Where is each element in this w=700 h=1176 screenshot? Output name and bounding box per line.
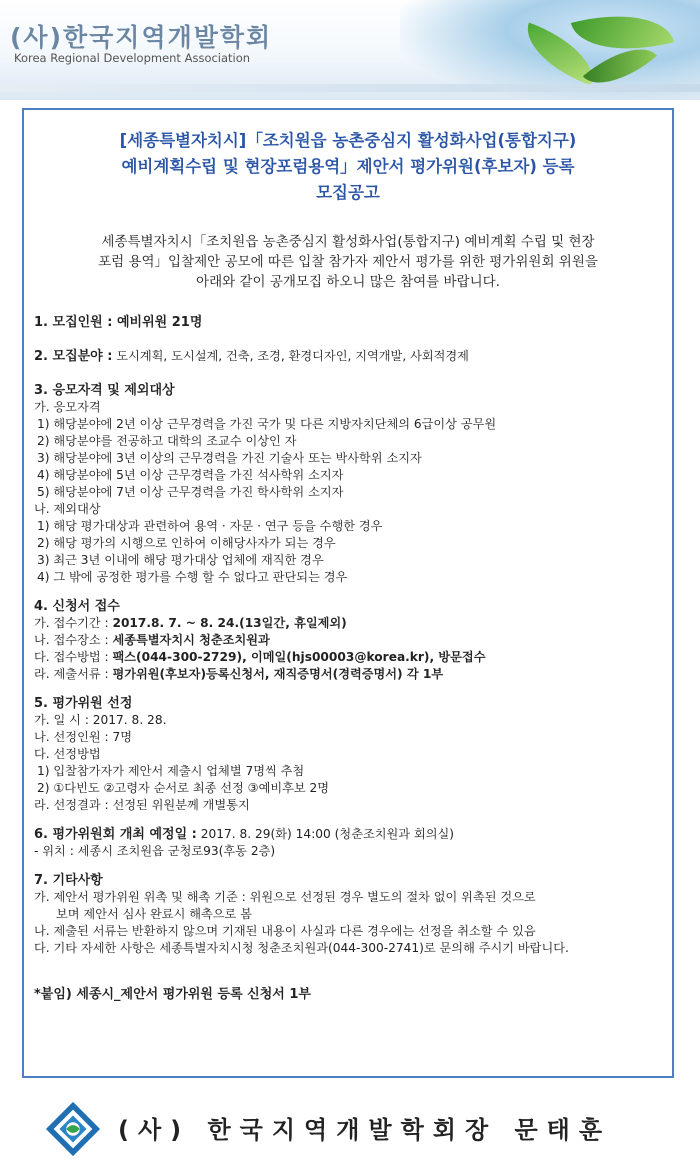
qualification-item: 1) 해당분야에 2년 이상 근무경력을 가진 국가 및 다른 지방자치단체의 6급이상 공무원 (37, 417, 497, 431)
exclusion-item: 1) 해당 평가대상과 관련하여 용역 · 자문 · 연구 등을 수행한 경우 (37, 519, 383, 533)
section-qualification-heading: 3. 응모자격 및 제외대상 (34, 383, 175, 398)
qualification-item: 5) 해당분야에 7년 이상 근무경력을 가진 학사학위 소지자 (37, 485, 344, 499)
application-row-label: 나. 접수장소 : (34, 633, 113, 647)
application-row (34, 615, 664, 632)
intro-line: 세종특별자치시「조치원읍 농촌중심지 활성화사업(통합지구) 예비계획 수립 및 현장 (101, 234, 595, 250)
section-fields-value: 도시계획, 도시설계, 건축, 조경, 환경디자인, 지역개발, 사회적경제 (112, 349, 469, 363)
qualification-item: 3) 해당분야에 3년 이상의 근무경력을 가진 기술사 또는 박사학위 소지자 (37, 451, 422, 465)
notice-body (34, 314, 664, 1003)
qualification-item: 2) 해당분야를 전공하고 대학의 조교수 이상인 자 (37, 434, 297, 448)
section-misc-heading: 7. 기타사항 (34, 873, 103, 888)
qualification-sub-heading: 가. 응모자격 (34, 400, 101, 414)
exclusion-item: 3) 최근 3년 이내에 해당 평가대상 업체에 재직한 경우 (37, 553, 324, 567)
misc-item: 다. 기타 자세한 사항은 세종특별자치시청 청춘조치원과(044-300-2741)로 문의해 주시기 바랍니다. (34, 941, 569, 955)
title-line: [세종특별자치시]「조치원읍 농촌중심지 활성화사업(통합지구) (119, 131, 577, 150)
header-banner (0, 0, 700, 100)
org-logo-icon (44, 1100, 102, 1158)
application-row (34, 632, 664, 649)
intro-line: 아래와 같이 공개모집 하오니 많은 참여를 바랍니다. (196, 274, 500, 290)
application-row-value: 2017.8. 7. ~ 8. 24.(13일간, 휴일제외) (112, 616, 347, 630)
application-row (34, 666, 664, 683)
title-line: 모집공고 (316, 183, 380, 202)
meeting-location: - 위치 : 세종시 조치원읍 군청로93(후동 2층) (34, 844, 276, 858)
application-row (34, 649, 664, 666)
selection-date: 가. 일 시 : 2017. 8. 28. (34, 713, 167, 727)
section-fields-label: 2. 모집분야 : (34, 349, 113, 364)
section-fields (34, 348, 664, 365)
meeting-date-value: 2017. 8. 29(화) 14:00 (청춘조치원과 회의실) (196, 827, 455, 841)
section-meeting-date (34, 826, 664, 843)
notice-intro (40, 232, 656, 292)
application-row-label: 라. 제출서류 : (34, 667, 113, 681)
title-line: 예비계획수립 및 현장포럼용역」제안서 평가위원(후보자) 등록 (121, 157, 575, 176)
application-row-value: 평가위원(후보자)등록신청서, 재직증명서(경력증명서) 각 1부 (112, 667, 444, 681)
misc-item: 가. 제안서 평가위원 위촉 및 해촉 기준 : 위원으로 선정된 경우 별도의 절차 없이 위촉된 것으로 (34, 890, 536, 904)
org-name-korean: (사)한국지역개발학회 (10, 23, 273, 52)
application-row-value: 세종특별자치시 청춘조치원과 (112, 633, 270, 647)
section-selection-heading: 5. 평가위원 선정 (34, 696, 133, 711)
selection-method-item: 1) 입찰참가자가 제안서 제출시 업체별 7명씩 추첨 (37, 764, 305, 778)
header-divider (0, 84, 700, 92)
section-recruit-count: 1. 모집인원 : 예비위원 21명 (34, 315, 203, 330)
exclusion-sub-heading: 나. 제외대상 (34, 502, 101, 516)
intro-line: 포럼 용역」입찰제안 공모에 따른 입찰 참가자 제안서 평가를 위한 평가위원회 위원을 (98, 254, 598, 270)
selection-method-heading: 다. 선정방법 (34, 747, 101, 761)
attachment-note: *붙임) 세종시_제안서 평가위원 등록 신청서 1부 (34, 987, 311, 1002)
exclusion-item: 2) 해당 평가의 시행으로 인하여 이해당사자가 되는 경우 (37, 536, 336, 550)
selection-result: 라. 선정결과 : 선정된 위원분께 개별통지 (34, 798, 250, 812)
notice-title (40, 128, 656, 206)
meeting-date-label: 6. 평가위원회 개최 예정일 : (34, 827, 197, 842)
application-row-value: 팩스(044-300-2729), 이메일(hjs00003@korea.kr), 방문접수 (112, 650, 486, 664)
section-application-heading: 4. 신청서 접수 (34, 599, 120, 614)
signer-name: (사) 한국지역개발학회장 문태훈 (118, 1116, 612, 1144)
org-name-english: Korea Regional Development Association (14, 51, 251, 65)
misc-item: 나. 제출된 서류는 반환하지 않으며 기재된 내용이 사실과 다른 경우에는 선정을 취소할 수 있음 (34, 924, 536, 938)
qualification-item: 4) 해당분야에 5년 이상 근무경력을 가진 석사학위 소지자 (37, 468, 344, 482)
exclusion-item: 4) 그 밖에 공정한 평가를 수행 할 수 없다고 판단되는 경우 (37, 570, 348, 584)
application-row-label: 가. 접수기간 : (34, 616, 113, 630)
misc-item-continued: 보며 제안서 심사 완료시 해촉으로 봄 (56, 907, 252, 921)
selection-count: 나. 선정인원 : 7명 (34, 730, 132, 744)
application-row-label: 다. 접수방법 : (34, 650, 113, 664)
selection-method-item: 2) ①다빈도 ②고령자 순서로 최종 선정 ③예비후보 2명 (37, 781, 330, 795)
